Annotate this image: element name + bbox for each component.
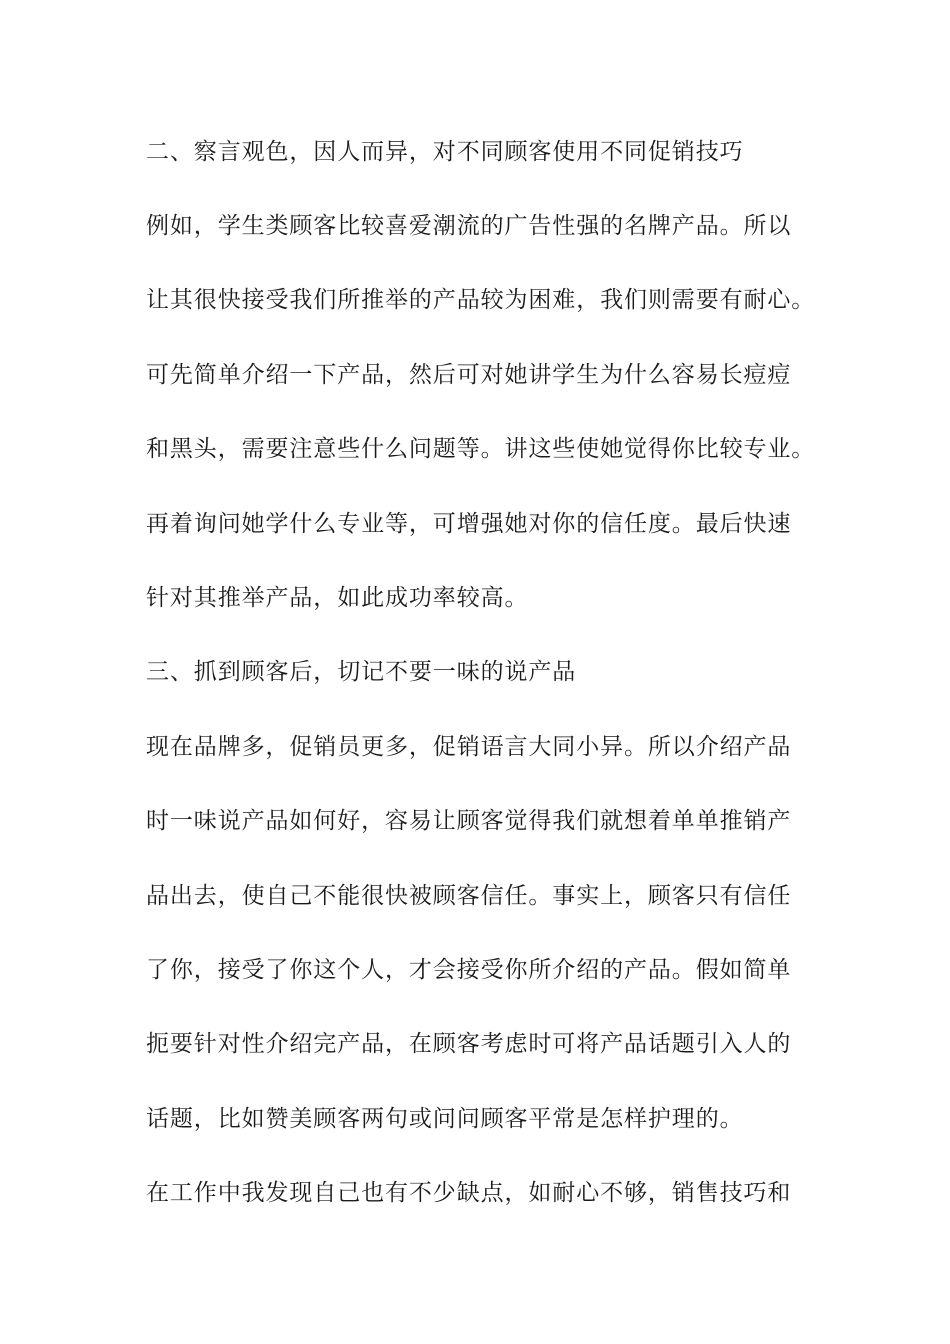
paragraph-line: 和黑头，需要注意些什么问题等。讲这些使她觉得你比较专业。 — [146, 436, 816, 462]
paragraph-line: 话题，比如赞美顾客两句或问问顾客平常是怎样护理的。 — [146, 1106, 744, 1132]
paragraph-line: 让其很快接受我们所推举的产品较为困难，我们则需要有耐心。 — [146, 287, 816, 313]
paragraph-line: 现在品牌多，促销员更多，促销语言大同小异。所以介绍产品 — [146, 734, 792, 760]
section-heading-2: 二、察言观色，因人而异，对不同顾客使用不同促销技巧 — [146, 139, 744, 165]
paragraph-line: 可先简单介绍一下产品，然后可对她讲学生为什么容易长痘痘 — [146, 362, 792, 388]
paragraph-line: 再着询问她学什么专业等，可增强她对你的信任度。最后快速 — [146, 511, 792, 537]
paragraph-line: 扼要针对性介绍完产品，在顾客考虑时可将产品话题引入人的 — [146, 1031, 792, 1057]
paragraph-line: 时一味说产品如何好，容易让顾客觉得我们就想着单单推销产 — [146, 808, 792, 834]
paragraph-line: 针对其推举产品，如此成功率较高。 — [146, 585, 529, 611]
section-heading-3: 三、抓到顾客后，切记不要一味的说产品 — [146, 659, 577, 685]
paragraph-line: 例如，学生类顾客比较喜爱潮流的广告性强的名牌产品。所以 — [146, 213, 792, 239]
paragraph-line: 品出去，使自己不能很快被顾客信任。事实上，顾客只有信任 — [146, 883, 792, 909]
paragraph-line: 在工作中我发现自己也有不少缺点，如耐心不够，销售技巧和 — [146, 1180, 792, 1206]
paragraph-line: 了你，接受了你这个人，才会接受你所介绍的产品。假如简单 — [146, 957, 792, 983]
